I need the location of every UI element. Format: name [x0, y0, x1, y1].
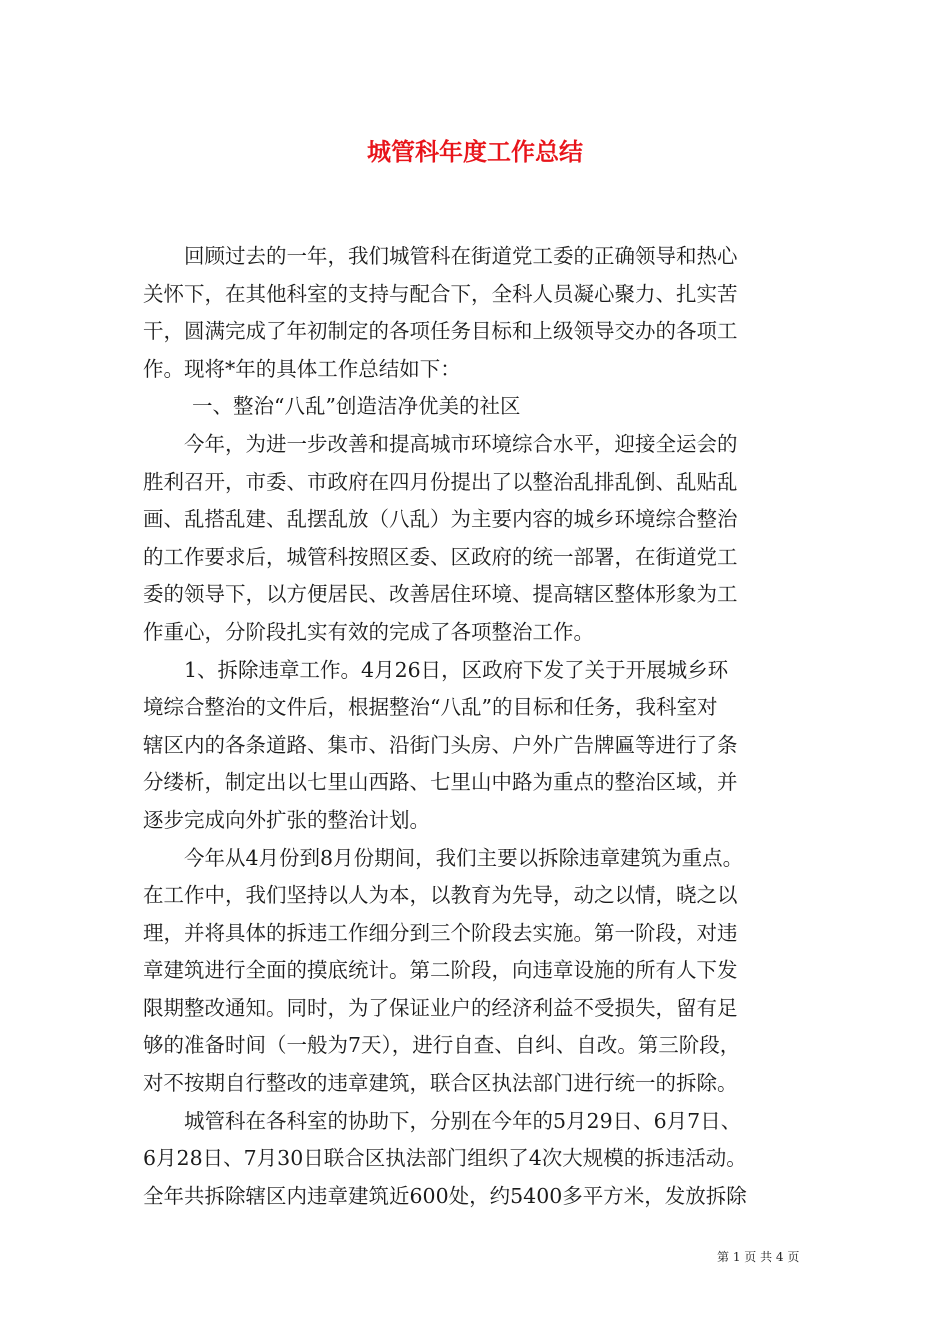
paragraph-line: 作。现将*年的具体工作总结如下：: [143, 356, 461, 381]
document-body: [143, 238, 811, 1215]
paragraph-line: 分缕析，制定出以七里山西路、七里山中路为重点的整治区域，并: [143, 770, 738, 795]
page-number: 第 1 页 共 4 页: [717, 1250, 800, 1264]
section-heading: 一、整治“八乱”创造洁净优美的社区: [192, 394, 521, 419]
paragraph-line: 限期整改通知。同时，为了保证业户的经济利益不受损失，留有足: [143, 995, 738, 1020]
paragraph-line: 委的领导下，以方便居民、改善居住环境、提高辖区整体形象为工: [143, 582, 738, 607]
paragraph-line: 今年，为进一步改善和提高城市环境综合水平，迎接全运会的: [184, 431, 738, 456]
paragraph-line: 逐步完成向外扩张的整治计划。: [143, 807, 430, 832]
paragraph-line: 理，并将具体的拆违工作细分到三个阶段去实施。第一阶段，对违: [143, 920, 738, 945]
paragraph-line: 胜利召开，市委、市政府在四月份提出了以整治乱排乱倒、乱贴乱: [143, 469, 738, 494]
paragraph-line: 章建筑进行全面的摸底统计。第二阶段，向违章设施的所有人下发: [143, 958, 738, 983]
document-title: 城管科年度工作总结: [367, 137, 583, 166]
paragraph-line: 关怀下，在其他科室的支持与配合下，全科人员凝心聚力、扎实苦: [143, 281, 738, 306]
paragraph-line: 够的准备时间（一般为7天），进行自查、自纠、自改。第三阶段，: [143, 1033, 741, 1058]
paragraph-line: 在工作中，我们坚持以人为本，以教育为先导，动之以情，晓之以: [143, 883, 738, 908]
paragraph-line: 今年从4月份到8月份期间，我们主要以拆除违章建筑为重点。: [184, 845, 744, 870]
paragraph-line: 作重心，分阶段扎实有效的完成了各项整治工作。: [143, 619, 594, 644]
paragraph-line: 城管科在各科室的协助下，分别在今年的5月29日、6月7日、: [184, 1108, 742, 1133]
paragraph-line: 辖区内的各条道路、集市、沿街门头房、户外广告牌匾等进行了条: [143, 732, 738, 757]
paragraph-line: 干，圆满完成了年初制定的各项任务目标和上级领导交办的各项工: [143, 319, 738, 344]
paragraph-line: 全年共拆除辖区内违章建筑近600处，约5400多平方米，发放拆除: [143, 1183, 747, 1208]
paragraph-line: 对不按期自行整改的违章建筑，联合区执法部门进行统一的拆除。: [143, 1071, 738, 1096]
paragraph-line: 6月28日、7月30日联合区执法部门组织了4次大规模的拆违活动。: [143, 1146, 747, 1171]
paragraph-line: 的工作要求后，城管科按照区委、区政府的统一部署，在街道党工: [143, 544, 738, 569]
paragraph-line: 回顾过去的一年，我们城管科在街道党工委的正确领导和热心: [184, 244, 738, 268]
paragraph-line: 画、乱搭乱建、乱摆乱放（八乱）为主要内容的城乡环境综合整治: [143, 507, 738, 532]
paragraph-line: 境综合整治的文件后，根据整治“八乱”的目标和任务，我科室对: [143, 695, 718, 720]
paragraph-line: 1、拆除违章工作。4月26日，区政府下发了关于开展城乡环: [184, 657, 729, 682]
